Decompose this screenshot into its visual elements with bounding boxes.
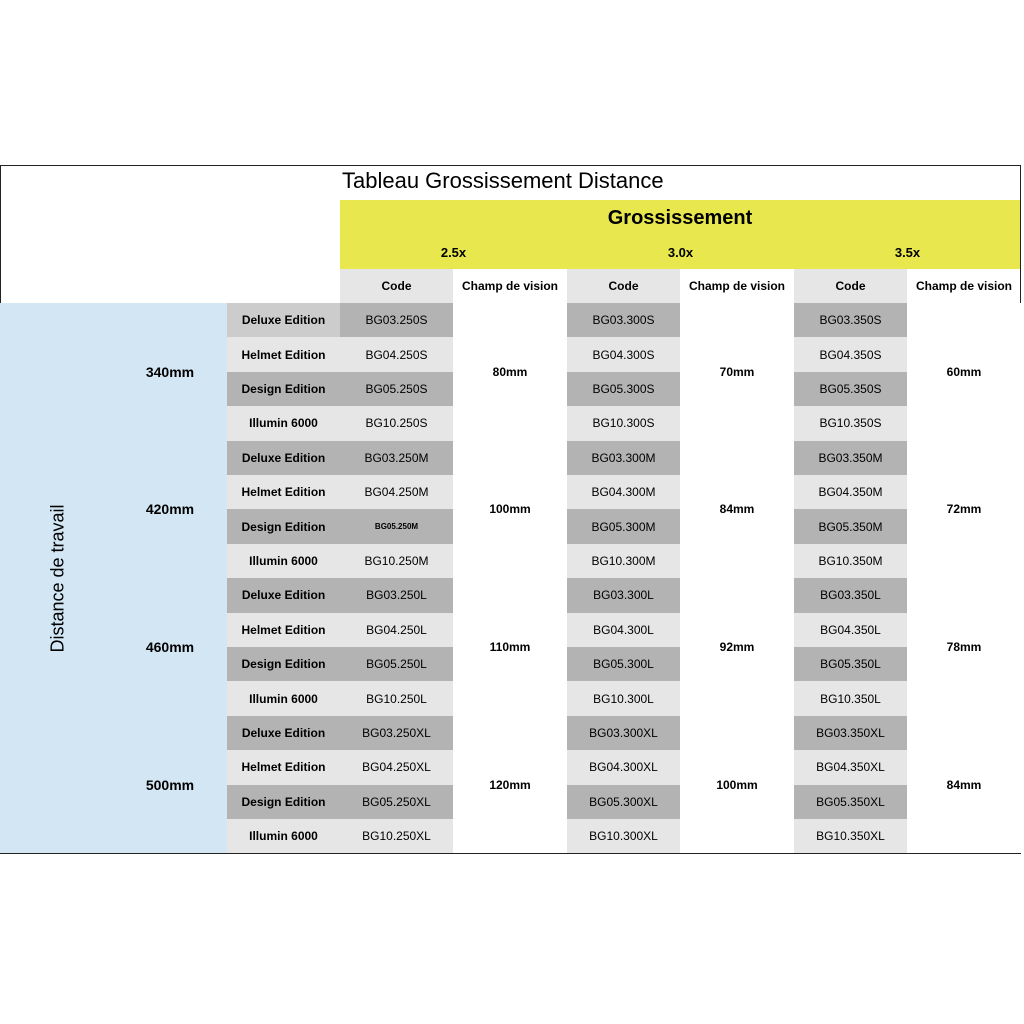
edition-label: Deluxe Edition xyxy=(227,303,340,337)
product-code: BG05.300S xyxy=(567,372,680,406)
edition-label: Design Edition xyxy=(227,509,340,543)
product-code: BG05.300M xyxy=(567,509,680,543)
edition-label: Deluxe Edition xyxy=(227,716,340,750)
product-code: BG04.300XL xyxy=(567,750,680,784)
edition-label: Helmet Edition xyxy=(227,475,340,509)
product-code: BG04.350L xyxy=(794,613,907,647)
vertical-label-box xyxy=(28,303,88,853)
product-code: BG05.350S xyxy=(794,372,907,406)
product-code: BG05.250XL xyxy=(340,785,453,819)
product-code: BG03.350S xyxy=(794,303,907,337)
product-code: BG10.300XL xyxy=(567,819,680,853)
edition-label: Design Edition xyxy=(227,647,340,681)
product-code: BG10.350XL xyxy=(794,819,907,853)
product-code: BG03.300S xyxy=(567,303,680,337)
product-code: BG04.350S xyxy=(794,337,907,371)
product-code: BG03.350L xyxy=(794,578,907,612)
product-code: BG05.300XL xyxy=(567,785,680,819)
product-code: BG03.300M xyxy=(567,441,680,475)
field-of-view-value: 100mm xyxy=(453,441,567,579)
fov-column-header: Champ de vision xyxy=(915,279,1013,293)
edition-label: Design Edition xyxy=(227,785,340,819)
edition-label: Deluxe Edition xyxy=(227,441,340,475)
product-code: BG05.300L xyxy=(567,647,680,681)
product-code: BG03.250L xyxy=(340,578,453,612)
distance-value: 500mm xyxy=(145,776,195,793)
product-code: BG10.250M xyxy=(340,544,453,578)
magnification-label: 3.5x xyxy=(894,245,921,260)
grossissement-header: Grossissement xyxy=(340,200,1020,236)
field-of-view-value: 70mm xyxy=(680,303,794,441)
product-code: BG05.250M xyxy=(340,509,453,543)
edition-label: Helmet Edition xyxy=(227,337,340,371)
product-code: BG04.300S xyxy=(567,337,680,371)
magnification-label: 3.0x xyxy=(667,245,694,260)
product-code: BG03.250XL xyxy=(340,716,453,750)
field-of-view-value: 84mm xyxy=(907,716,1021,854)
product-code: BG04.350XL xyxy=(794,750,907,784)
fov-column-header: Champ de vision xyxy=(461,279,559,293)
product-code: BG04.300L xyxy=(567,613,680,647)
distance-value: 420mm xyxy=(145,501,195,518)
product-code: BG03.250S xyxy=(340,303,453,337)
product-code: BG04.250M xyxy=(340,475,453,509)
field-of-view-value: 100mm xyxy=(680,716,794,854)
product-code: BG05.350M xyxy=(794,509,907,543)
product-code: BG03.350M xyxy=(794,441,907,475)
edition-label: Helmet Edition xyxy=(227,613,340,647)
product-code: BG10.250L xyxy=(340,681,453,715)
product-code: BG05.250L xyxy=(340,647,453,681)
product-code: BG04.350M xyxy=(794,475,907,509)
field-of-view-value: 72mm xyxy=(907,441,1021,579)
fov-column-header: Champ de vision xyxy=(688,279,786,293)
field-of-view-value: 80mm xyxy=(453,303,567,441)
table-title: Tableau Grossissement Distance xyxy=(342,168,664,193)
product-code: BG10.300M xyxy=(567,544,680,578)
edition-label: Illumin 6000 xyxy=(227,544,340,578)
product-code: BG03.300L xyxy=(567,578,680,612)
product-code: BG10.350M xyxy=(794,544,907,578)
edition-label: Design Edition xyxy=(227,372,340,406)
product-code: BG05.250S xyxy=(340,372,453,406)
code-column-header: Code xyxy=(567,269,680,303)
distance-value: 340mm xyxy=(145,363,195,380)
field-of-view-value: 92mm xyxy=(680,578,794,716)
code-column-header: Code xyxy=(340,269,453,303)
magnification-label: 2.5x xyxy=(440,245,467,260)
product-code: BG03.350XL xyxy=(794,716,907,750)
field-of-view-value: 60mm xyxy=(907,303,1021,441)
product-code: BG05.350XL xyxy=(794,785,907,819)
edition-label: Helmet Edition xyxy=(227,750,340,784)
product-code: BG03.250M xyxy=(340,441,453,475)
product-code: BG10.300S xyxy=(567,406,680,440)
product-code: BG10.350L xyxy=(794,681,907,715)
field-of-view-value: 110mm xyxy=(453,578,567,716)
distance-value: 460mm xyxy=(145,638,195,655)
product-code: BG04.250S xyxy=(340,337,453,371)
product-code: BG04.250XL xyxy=(340,750,453,784)
product-code: BG10.350S xyxy=(794,406,907,440)
edition-label: Deluxe Edition xyxy=(227,578,340,612)
code-column-header: Code xyxy=(794,269,907,303)
product-code: BG10.250XL xyxy=(340,819,453,853)
field-of-view-value: 120mm xyxy=(453,716,567,854)
product-code: BG10.300L xyxy=(567,681,680,715)
product-code: BG04.300M xyxy=(567,475,680,509)
edition-label: Illumin 6000 xyxy=(227,406,340,440)
field-of-view-value: 78mm xyxy=(907,578,1021,716)
field-of-view-value: 84mm xyxy=(680,441,794,579)
product-code: BG05.350L xyxy=(794,647,907,681)
product-code: BG10.250S xyxy=(340,406,453,440)
product-code: BG04.250L xyxy=(340,613,453,647)
distance-de-travail-label: Distance de travail xyxy=(47,503,68,653)
product-code: BG03.300XL xyxy=(567,716,680,750)
edition-label: Illumin 6000 xyxy=(227,819,340,853)
edition-label: Illumin 6000 xyxy=(227,681,340,715)
